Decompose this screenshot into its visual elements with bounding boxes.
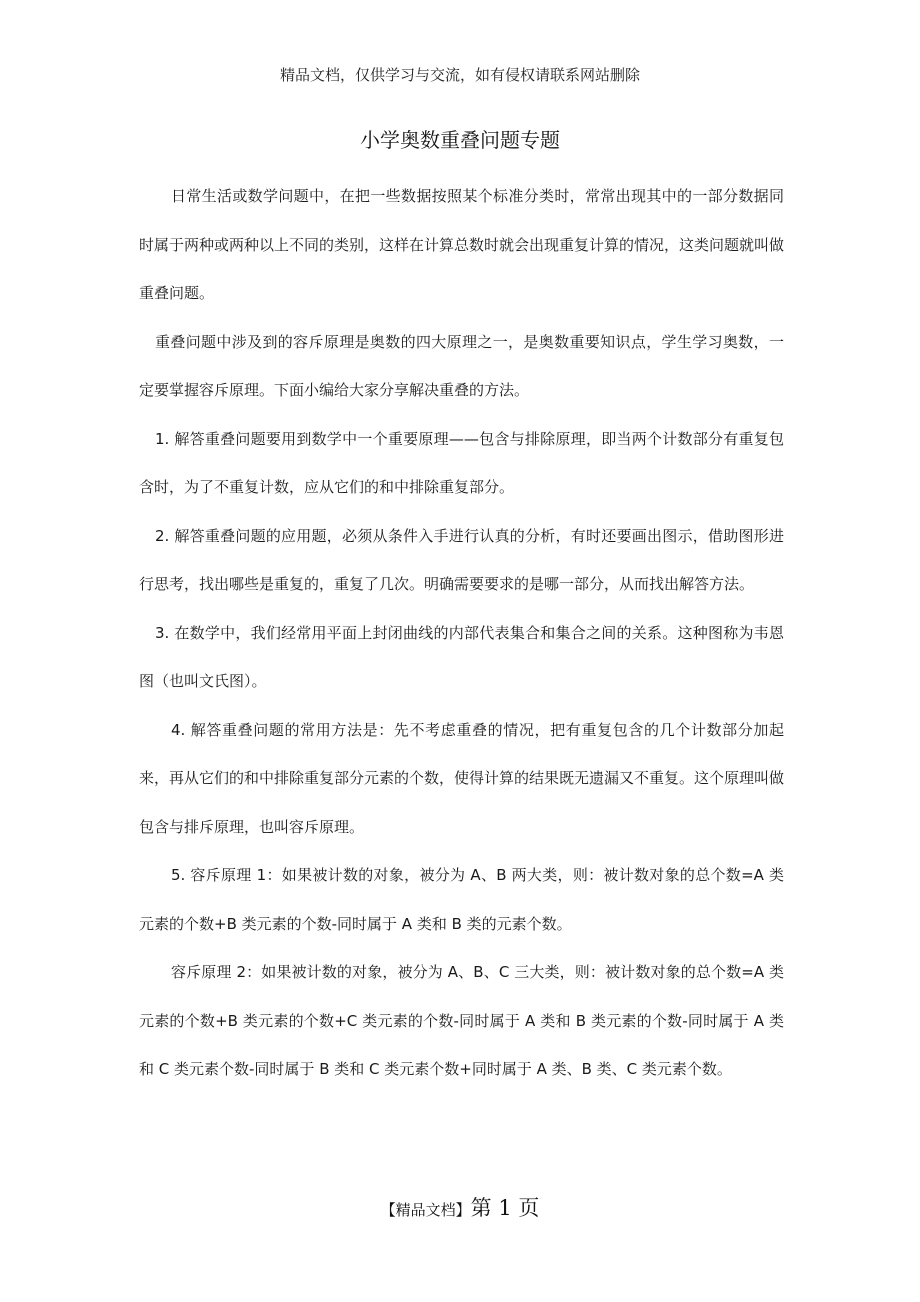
document-body [139, 172, 784, 1094]
document-title: 小学奥数重叠问题专题 [360, 128, 560, 152]
footer-label: 【精品文档】 [380, 1201, 471, 1219]
paragraph-principle-2: 容斥原理 2：如果被计数的对象，被分为 A、B、C 三大类，则：被计数对象的总个数=A 类元素的个数+B 类元素的个数+C 类元素的个数-同时属于 A 类和 B 类元素的个数-同时属于 A 类和 C 类元素个数-同时属于 B 类和 C 类元素个数+同时属于 A 类、B 类、C 类元素个数。 [139, 963, 784, 1078]
list-item-3: 3. 在数学中，我们经常用平面上封闭曲线的内部代表集合和集合之间的关系。这种图称为韦恩图（也叫文氏图）。 [139, 623, 784, 690]
list-item-1: 1. 解答重叠问题要用到数学中一个重要原理——包含与排除原理，即当两个计数部分有重复包含时，为了不重复计数，应从它们的和中排除重复部分。 [139, 429, 784, 496]
list-item-4: 4. 解答重叠问题的常用方法是：先不考虑重叠的情况，把有重复包含的几个计数部分加起来，再从它们的和中排除重复部分元素的个数，使得计算的结果既无遗漏又不重复。这个原理叫做包含与排斥原理，也叫容斥原理。 [139, 720, 785, 836]
list-item-5: 5. 容斥原理 1：如果被计数的对象，被分为 A、B 两大类，则：被计数对象的总个数=A 类元素的个数+B 类元素的个数-同时属于 A 类和 B 类的元素个数。 [139, 866, 784, 933]
page-footer [0, 1192, 920, 1222]
page-number: 第 1 页 [470, 1196, 540, 1220]
paragraph-intro: 日常生活或数学问题中，在把一些数据按照某个标准分类时，常常出现其中的一部分数据同时属于两种或两种以上不同的类别，这样在计算总数时就会出现重复计算的情况，这类问题就叫做重叠问题。 [139, 187, 785, 302]
page-header: 精品文档，仅供学习与交流，如有侵权请联系网站删除 [279, 66, 640, 84]
list-item-2: 2. 解答重叠问题的应用题，必须从条件入手进行认真的分析，有时还要画出图示，借助图形进行思考，找出哪些是重复的，重复了几次。明确需要要求的是哪一部分，从而找出解答方法。 [139, 526, 784, 593]
paragraph-principle: 重叠问题中涉及到的容斥原理是奥数的四大原理之一，是奥数重要知识点，学生学习奥数，一定要掌握容斥原理。下面小编给大家分享解决重叠的方法。 [139, 332, 784, 399]
